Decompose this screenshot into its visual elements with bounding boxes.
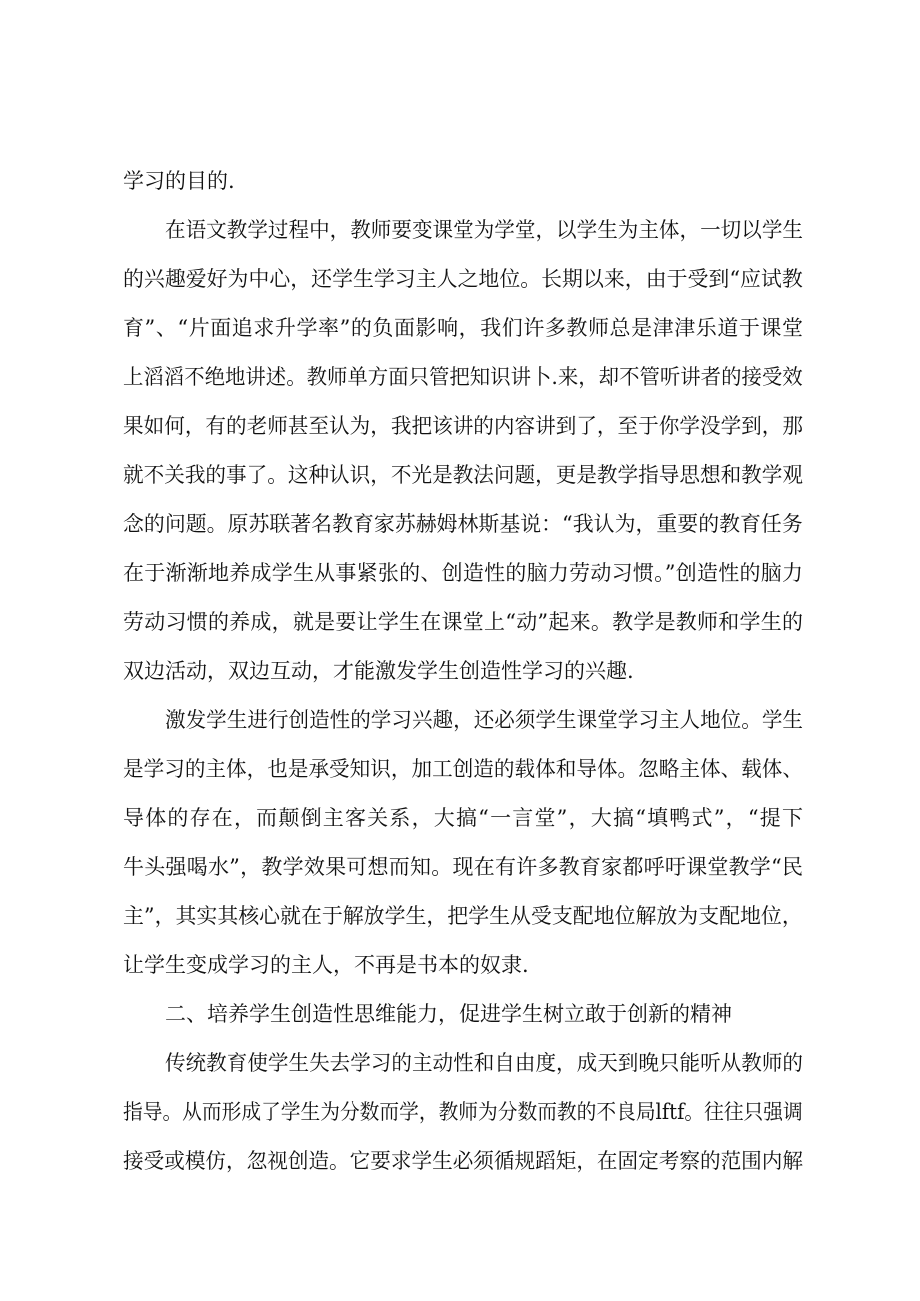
text-line: 双边活动，双边互动，才能激发学生创造性学习的兴趣. <box>123 659 634 683</box>
text-line: 就不关我的事了。这种认识，不光是教法问题，更是教学指导思想和教学观 <box>123 463 803 487</box>
text-line: 的兴趣爱好为中心，还学生学习主人之地位。长期以来，由于受到“应试教 <box>123 267 803 291</box>
text-line: 是学习的主体，也是承受知识，加工创造的载体和导体。忽略主体、载体、 <box>123 757 803 781</box>
text-line: 指导。从而形成了学生为分数而学，教师为分数而教的不良局lftf。往往只强调 <box>123 1100 803 1124</box>
text-line: 上滔滔不绝地讲述。教师单方面只管把知识讲卜.来，却不管听讲者的接受效 <box>123 365 803 389</box>
text-line: 果如何，有的老师甚至认为，我把该讲的内容讲到了，至于你学没学到，那 <box>123 414 803 438</box>
text-line: 在于渐渐地养成学生从事紧张的、创造性的脑力劳动习惯。”创造性的脑力 <box>123 561 803 585</box>
text-line: 学习的目的. <box>123 169 235 193</box>
text-line: 牛头强喝水”，教学效果可想而知。现在有许多教育家都呼吁课堂教学“民 <box>123 855 803 879</box>
text-line: 主”，其实其核心就在于解放学生，把学生从受支配地位解放为支配地位， <box>123 904 803 928</box>
text-line: 导体的存在，而颠倒主客关系，大搞“一言堂”，大搞“填鸭式”，“提下 <box>123 806 803 830</box>
text-line: 劳动习惯的养成，就是要让学生在课堂上“动”起来。教学是教师和学生的 <box>123 610 803 634</box>
text-line: 接受或模仿，忽视创造。它要求学生必须循规蹈矩，在固定考察的范围内解 <box>123 1149 803 1173</box>
text-line: 激发学生进行创造性的学习兴趣，还必须学生课堂学习主人地位。学生 <box>165 708 803 732</box>
text-line: 传统教育使学生失去学习的主动性和自由度，成天到晚只能听从教师的 <box>165 1051 803 1075</box>
text-line: 育”、“片面追求升学率”的负面影响，我们许多教师总是津津乐道于课堂 <box>123 316 803 340</box>
section-heading: 二、培养学生创造性思维能力，促进学生树立敢于创新的精神 <box>165 1002 732 1026</box>
text-line: 让学生变成学习的主人，不再是书本的奴隶. <box>123 953 529 977</box>
text-line: 念的问题。原苏联著名教育家苏赫姆林斯基说：“我认为，重要的教育任务 <box>123 512 803 536</box>
text-line: 在语文教学过程中，教师要变课堂为学堂，以学生为主体，一切以学生 <box>165 218 803 242</box>
